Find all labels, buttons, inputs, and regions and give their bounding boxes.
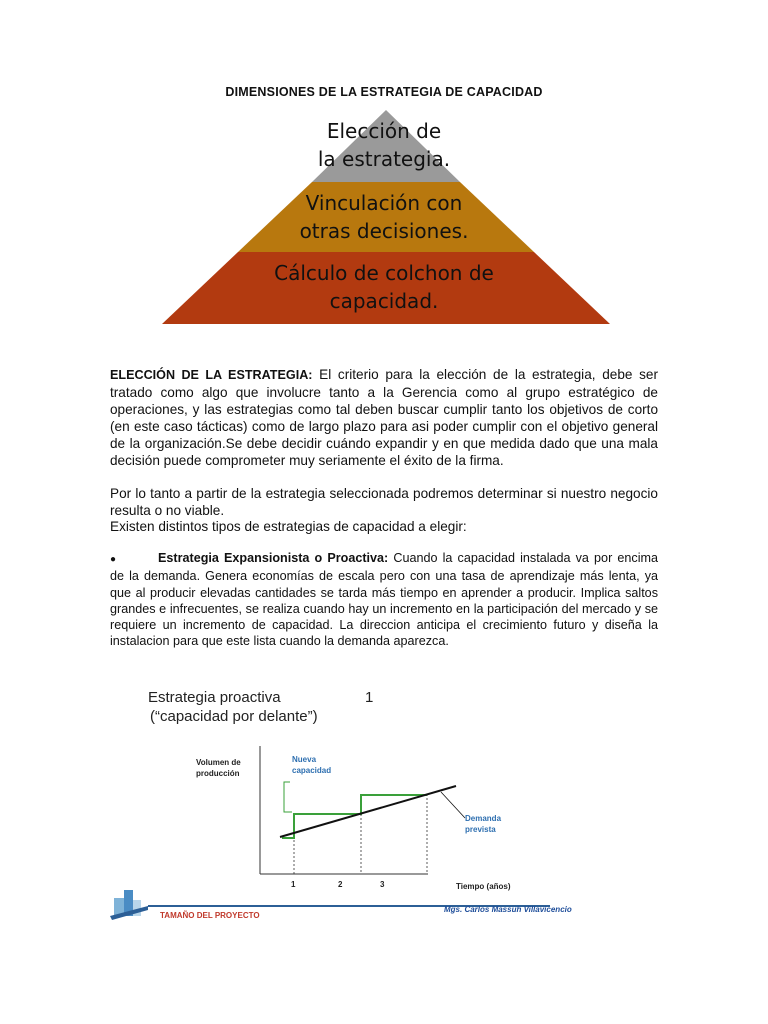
capacity-label-line2: capacidad <box>292 766 332 775</box>
section-election-heading: ELECCIÓN DE LA ESTRATEGIA: <box>110 368 313 382</box>
x-tick-2: 2 <box>338 880 343 889</box>
pyramid-top-line1: Elección de <box>326 119 442 143</box>
footer-author-label: Mgs. Carlos Massuh Villavicencio <box>444 905 572 914</box>
figure-xlabel: Tiempo (años) <box>456 882 511 891</box>
viability-paragraph: Por lo tanto a partir de la estrategia seleccionada podremos determinar si nuestro negocio resulta o no viable. <box>110 486 658 518</box>
figure-title-line2: (“capacidad por delante”) <box>150 708 318 725</box>
capacity-pointer <box>284 782 292 812</box>
pyramid-bottom-line2: capacidad. <box>329 289 439 313</box>
bullet-marker: ● <box>110 554 117 565</box>
bullet-proactive-strategy <box>110 550 658 650</box>
document-title: DIMENSIONES DE LA ESTRATEGIA DE CAPACIDAD <box>225 85 543 99</box>
pyramid-middle-line2: otras decisiones. <box>299 219 469 243</box>
section-election-paragraph <box>110 366 658 469</box>
types-intro-paragraph: Existen distintos tipos de estrategias de capacidad a elegir: <box>110 519 467 534</box>
bullet-proactive-heading: Estrategia Expansionista o Proactiva: <box>158 551 389 565</box>
pyramid-middle-line1: Vinculación con <box>305 191 463 215</box>
capacity-label-line1: Nueva <box>292 755 317 764</box>
demand-pointer <box>441 792 465 818</box>
bullet-proactive-body: Cuando la capacidad instalada va por encima de la demanda. Genera economías de escala pero con una tasa de aprendizaje más lenta, ya que al producir elevadas cantidades se tarda más tiempo en aprender a producir. Implica saltos grandes e infrecuentes, se realiza cuando hay un incremento en la participación del mercado y se requiere un incremento de capacidad. La direccion anticipa el crecimiento futuro y diseña la instalacion para que este lista cuando la demanda aparezca. <box>110 551 658 649</box>
figure-ylabel-line2: producción <box>196 769 240 778</box>
demand-line <box>280 786 456 837</box>
pyramid-top-line2: la estrategia. <box>317 147 451 171</box>
footer-project-label: TAMAÑO DEL PROYECTO <box>160 911 260 920</box>
figure-number: 1 <box>365 689 374 706</box>
strategy-pyramid <box>160 110 612 328</box>
demand-label-line1: Demanda <box>465 814 502 823</box>
proactive-strategy-figure <box>108 680 588 925</box>
figure-logo-icon <box>110 890 148 920</box>
figure-title-line1: Estrategia proactiva <box>148 689 281 706</box>
x-tick-1: 1 <box>291 880 296 889</box>
demand-label-line2: prevista <box>465 825 496 834</box>
x-tick-3: 3 <box>380 880 385 889</box>
section-election-body: El criterio para la elección de la estrategia, debe ser tratado como algo que involucre tanto a la Gerencia como al grupo estratégico de operaciones, y las estrategias como tal deben buscar cumplir tanto los objetivos de corto (en este caso tácticas) como de largo plazo para asi poder cumplir con el objetivo general de la organización.Se debe decidir cuándo expandir y en que medida dado que una mala decisión puede comprometer muy seriamente el éxito de la firma. <box>110 367 658 468</box>
figure-ylabel-line1: Volumen de <box>196 758 241 767</box>
pyramid-bottom-line1: Cálculo de colchon de <box>274 261 494 285</box>
